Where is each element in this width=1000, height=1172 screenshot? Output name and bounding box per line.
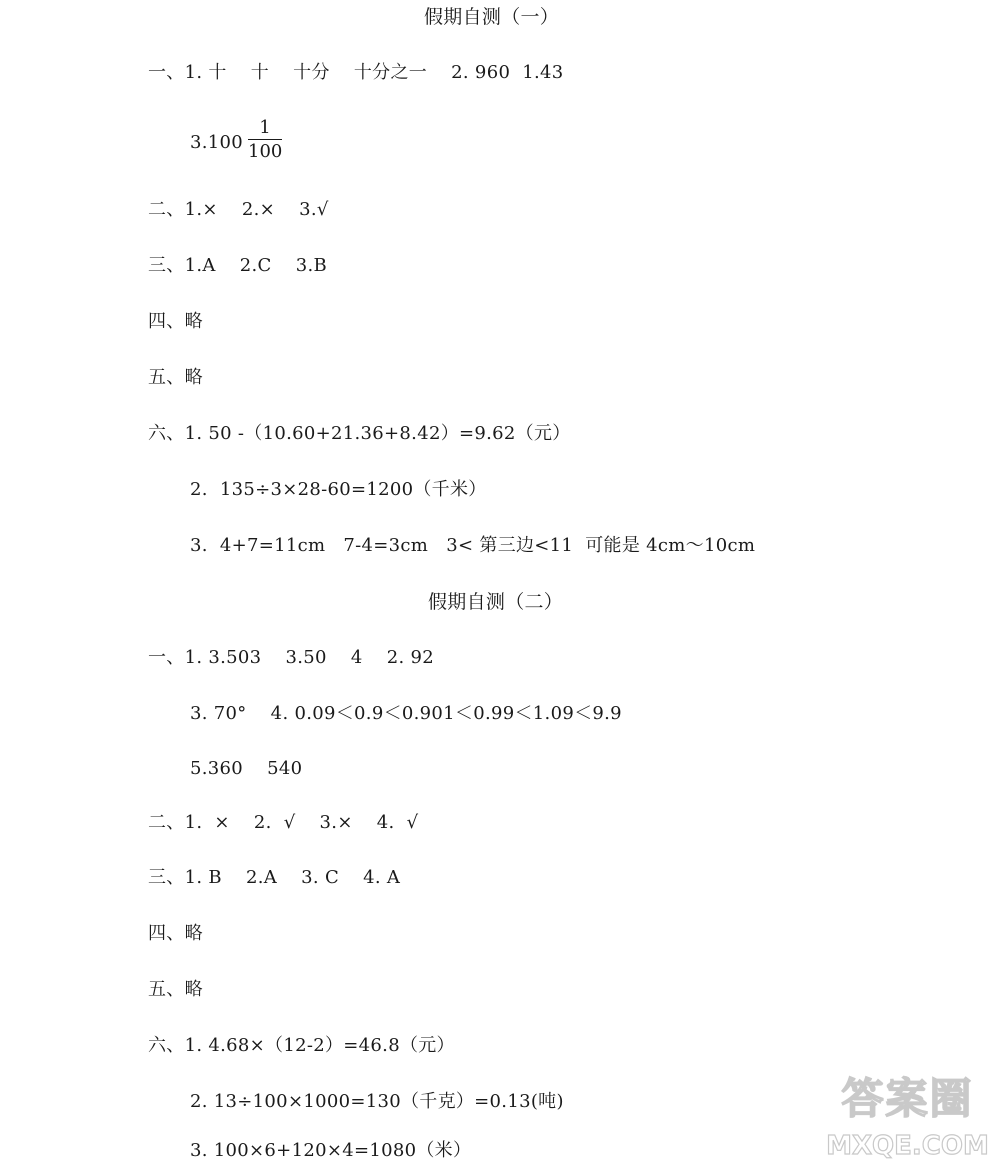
s2-q1-line3: 5.360 540 <box>190 758 303 779</box>
section-1-title: 假期自测（一） <box>424 6 560 28</box>
s1-q1-line1: 一、1. 十 十 十分 十分之一 2. 960 1.43 <box>148 62 564 83</box>
s2-q6-1: 六、1. 4.68×（12-2）=46.8（元） <box>148 1035 455 1056</box>
s2-q1-line2: 3. 70° 4. 0.09＜0.9＜0.901＜0.99＜1.09＜9.9 <box>190 703 622 724</box>
watermark-url-text: MXQE.COM <box>826 1131 989 1161</box>
s1-q2: 二、1.× 2.× 3.√ <box>148 199 329 220</box>
s1-fraction <box>248 118 282 162</box>
s2-q4: 四、略 <box>148 923 203 944</box>
s2-q6-3: 3. 100×6+120×4=1080（米） <box>190 1140 472 1161</box>
s2-q5: 五、略 <box>148 979 203 1000</box>
s2-q3: 三、1. B 2.A 3. C 4. A <box>148 867 401 888</box>
s1-q6-3: 3. 4+7=11cm 7-4=3cm 3< 第三边<11 可能是 4cm～10cm <box>190 535 756 556</box>
s1-q5: 五、略 <box>148 367 203 388</box>
s1-q4: 四、略 <box>148 311 203 332</box>
s1-q1-line2: 3.100 <box>190 132 244 153</box>
watermark-top-text: 答案圈 <box>841 1074 974 1123</box>
section-2-title: 假期自测（二） <box>428 591 564 613</box>
watermark-logo <box>820 1075 995 1167</box>
s1-q3: 三、1.A 2.C 3.B <box>148 255 327 276</box>
fraction-denominator: 100 <box>248 141 283 162</box>
s1-q6-1: 六、1. 50 -（10.60+21.36+8.42）=9.62（元） <box>148 423 571 444</box>
fraction-numerator: 1 <box>259 117 271 138</box>
s2-q2: 二、1. × 2. √ 3.× 4. √ <box>148 812 419 833</box>
s2-q6-2: 2. 13÷100×1000=130（千克）=0.13(吨) <box>190 1091 564 1112</box>
fraction-bar <box>248 139 282 140</box>
s1-q6-2: 2. 135÷3×28-60=1200（千米） <box>190 479 487 500</box>
s2-q1-line1: 一、1. 3.503 3.50 4 2. 92 <box>148 647 435 668</box>
